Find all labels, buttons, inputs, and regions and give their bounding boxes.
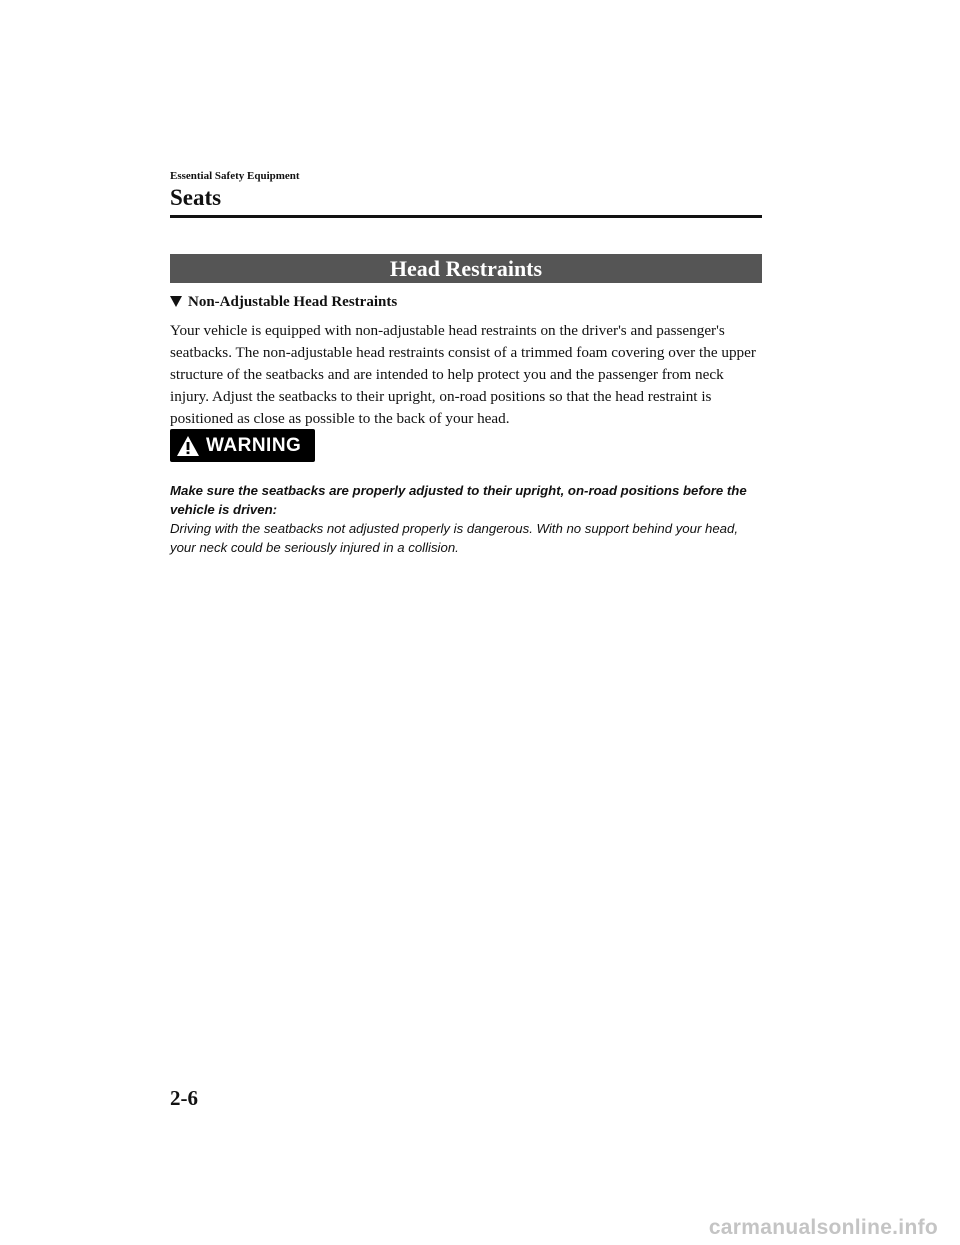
warning-title: Make sure the seatbacks are properly adjusted to their upright, on-road positions before the vehicle is driven: bbox=[170, 483, 747, 517]
warning-body: Driving with the seatbacks not adjusted properly is dangerous. With no support behind your head, your neck could be seriously injured in a collision. bbox=[170, 521, 739, 555]
body-paragraph: Your vehicle is equipped with non-adjustable head restraints on the driver's and passenger's seatbacks. The non-adjustable head restraints consist of a trimmed foam covering over the upper structure of the seatbacks and are intended to help protect you and the passenger from neck injury. Adjust the seatbacks to their upright, on-road positions so that the head restraint is positioned as close as possible to the back of your head. bbox=[170, 322, 756, 427]
watermark: carmanualsonline.info bbox=[708, 1216, 938, 1239]
subheading bbox=[170, 292, 397, 312]
section-heading: Head Restraints bbox=[170, 254, 762, 283]
title-divider bbox=[170, 215, 762, 218]
page-number: 2-6 bbox=[170, 1086, 198, 1110]
section-label: Essential Safety Equipment bbox=[170, 170, 300, 182]
warning-label: WARNING bbox=[206, 434, 302, 456]
alert-triangle-icon bbox=[176, 435, 200, 457]
warning-badge bbox=[170, 429, 315, 462]
page-title: Seats bbox=[170, 185, 222, 210]
triangle-down-icon bbox=[170, 296, 182, 307]
subheading-label: Non-Adjustable Head Restraints bbox=[188, 294, 398, 310]
